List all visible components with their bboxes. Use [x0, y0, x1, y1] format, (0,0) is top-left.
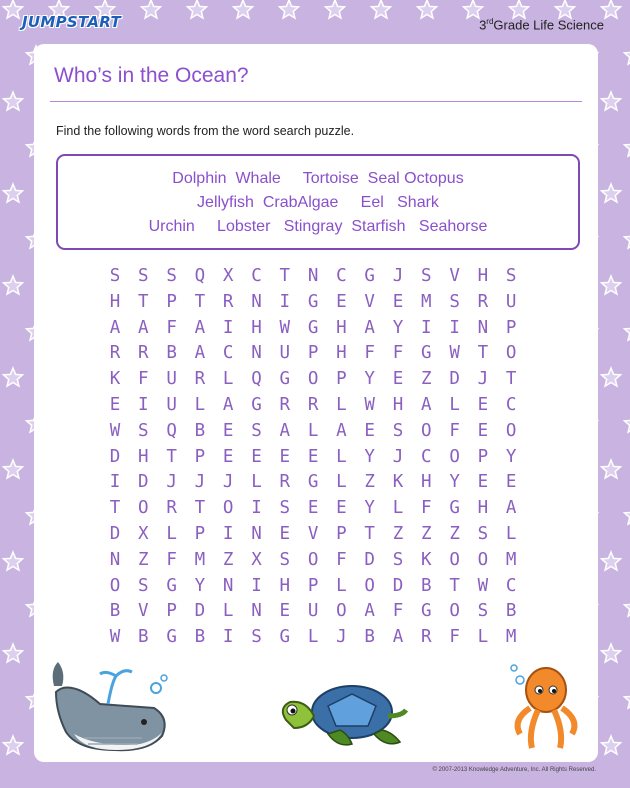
- grid-letter: M: [194, 549, 206, 570]
- background-star: [510, 0, 529, 18]
- grid-letter: E: [364, 420, 375, 441]
- background-star: [625, 46, 630, 64]
- grid-letter: G: [421, 601, 432, 622]
- grid-letter: L: [307, 420, 319, 441]
- grid-letter: L: [166, 524, 177, 544]
- background-star: [4, 276, 23, 294]
- grid-letter: K: [109, 369, 121, 390]
- grid-letter: U: [505, 291, 517, 312]
- grid-letter: L: [477, 627, 489, 648]
- grid-letter: Z: [421, 524, 432, 544]
- grid-letter: L: [505, 524, 517, 544]
- grid-letter: W: [477, 575, 489, 596]
- grid-letter: H: [251, 317, 262, 338]
- grid-letter: L: [194, 395, 206, 415]
- grid-letter: N: [477, 317, 489, 338]
- grid-letter: S: [166, 266, 177, 286]
- background-star: [602, 368, 621, 386]
- grid-letter: S: [421, 266, 432, 286]
- whale-illustration: [44, 652, 174, 756]
- grid-letter: T: [449, 575, 460, 596]
- background-star: [602, 276, 621, 294]
- grid-letter: E: [279, 601, 291, 622]
- grid-letter: O: [307, 369, 319, 390]
- grid-letter: T: [194, 291, 206, 312]
- grid-letter: F: [392, 601, 404, 622]
- grid-letter: S: [279, 549, 291, 570]
- grid-letter: J: [392, 266, 404, 286]
- grid-letter: K: [392, 472, 404, 493]
- grid-letter: L: [336, 446, 347, 467]
- grid-letter: P: [336, 369, 347, 390]
- grid-letter: S: [138, 575, 149, 596]
- background-star: [602, 92, 621, 110]
- octopus-illustration: [506, 660, 586, 760]
- background-star: [4, 368, 23, 386]
- grid-letter: E: [222, 446, 234, 467]
- grid-letter: S: [477, 524, 489, 544]
- grid-letter: F: [421, 498, 432, 519]
- grid-letter: U: [166, 395, 177, 415]
- grid-letter: B: [421, 575, 432, 596]
- grid-letter: T: [279, 266, 291, 286]
- background-star: [625, 138, 630, 156]
- background-star: [602, 736, 621, 754]
- grid-letter: E: [279, 524, 291, 544]
- grid-letter: R: [194, 369, 206, 390]
- grid-letter: G: [421, 343, 432, 364]
- grid-letter: N: [251, 343, 262, 364]
- grid-letter: O: [222, 498, 234, 519]
- grid-letter: H: [336, 317, 347, 338]
- grid-letter: X: [222, 266, 234, 286]
- grid-letter: M: [421, 291, 432, 312]
- grid-letter: O: [477, 549, 489, 570]
- turtle-illustration: [268, 676, 418, 756]
- grid-letter: E: [109, 395, 121, 415]
- background-star: [4, 460, 23, 478]
- grid-letter: N: [307, 266, 319, 286]
- grid-letter: H: [477, 266, 489, 286]
- grid-letter: C: [505, 395, 517, 415]
- background-star: [625, 322, 630, 340]
- grid-letter: P: [166, 601, 177, 622]
- background-star: [4, 0, 23, 18]
- grid-letter: R: [109, 343, 121, 364]
- grid-letter: G: [279, 627, 291, 648]
- grid-letter: R: [222, 291, 234, 312]
- grid-letter: C: [251, 266, 262, 286]
- background-star: [625, 230, 630, 248]
- grid-letter: D: [392, 575, 404, 596]
- grid-letter: F: [166, 317, 177, 338]
- grid-letter: H: [477, 498, 489, 519]
- grid-letter: O: [449, 601, 460, 622]
- grid-letter: H: [279, 575, 291, 596]
- grid-letter: A: [392, 627, 404, 648]
- grid-letter: G: [449, 498, 460, 519]
- grid-letter: I: [222, 317, 234, 338]
- copyright-text: © 2007-2013 Knowledge Adventure, Inc. All Rights Reserved.: [432, 767, 596, 773]
- grid-letter: F: [449, 627, 460, 648]
- grid-letter: R: [166, 498, 177, 519]
- grid-letter: H: [138, 446, 149, 467]
- grid-letter: E: [336, 498, 347, 519]
- grid-letter: W: [109, 627, 121, 648]
- grid-letter: R: [138, 343, 149, 364]
- title-divider: [50, 101, 582, 102]
- grid-letter: E: [505, 472, 517, 493]
- grid-letter: E: [477, 420, 489, 441]
- grid-letter: F: [166, 549, 177, 570]
- grid-letter: Z: [421, 369, 432, 390]
- grid-letter: J: [194, 472, 206, 493]
- background-star: [4, 644, 23, 662]
- grid-letter: Y: [364, 446, 375, 467]
- grid-letter: D: [364, 549, 375, 570]
- grid-letter: O: [109, 575, 121, 596]
- grid-letter: A: [138, 317, 149, 338]
- grid-letter: Y: [194, 575, 206, 596]
- grid-letter: C: [505, 575, 517, 596]
- grid-letter: T: [109, 498, 121, 519]
- background-star: [142, 0, 161, 18]
- grid-letter: A: [279, 420, 291, 441]
- background-star: [234, 0, 253, 18]
- grid-letter: A: [194, 317, 206, 338]
- background-star: [326, 0, 345, 18]
- grid-letter: H: [421, 472, 432, 493]
- grid-letter: F: [392, 343, 404, 364]
- background-star: [602, 460, 621, 478]
- grid-letter: I: [138, 395, 149, 415]
- grid-letter: G: [307, 317, 319, 338]
- grid-letter: Z: [364, 472, 375, 493]
- grid-letter: G: [307, 291, 319, 312]
- grid-letter: E: [307, 498, 319, 519]
- grid-letter: T: [505, 369, 517, 390]
- grid-letter: P: [166, 291, 177, 312]
- background-star: [188, 0, 207, 18]
- grid-letter: F: [364, 343, 375, 364]
- grid-letter: F: [336, 549, 347, 570]
- grid-letter: G: [279, 369, 291, 390]
- grid-letter: B: [364, 627, 375, 648]
- grid-letter: L: [392, 498, 404, 519]
- grid-letter: A: [222, 395, 234, 415]
- grid-letter: G: [166, 575, 177, 596]
- grid-letter: O: [307, 549, 319, 570]
- grid-letter: S: [279, 498, 291, 519]
- grid-letter: A: [364, 601, 375, 622]
- grid-letter: E: [307, 446, 319, 467]
- background-star: [4, 184, 23, 202]
- background-star: [625, 414, 630, 432]
- grid-letter: Z: [222, 549, 234, 570]
- grid-letter: Y: [449, 472, 460, 493]
- background-star: [280, 0, 299, 18]
- grid-letter: O: [364, 575, 375, 596]
- grid-letter: G: [251, 395, 262, 415]
- grid-letter: T: [138, 291, 149, 312]
- background-star: [556, 0, 575, 18]
- grid-letter: G: [364, 266, 375, 286]
- grid-letter: N: [109, 549, 121, 570]
- grid-letter: S: [251, 420, 262, 441]
- grid-letter: G: [307, 472, 319, 493]
- grid-letter: W: [109, 420, 121, 441]
- grid-letter: I: [222, 627, 234, 648]
- grid-letter: K: [421, 549, 432, 570]
- grid-letter: L: [222, 369, 234, 390]
- grid-letter: E: [392, 291, 404, 312]
- grid-letter: C: [421, 446, 432, 467]
- grid-letter: S: [477, 601, 489, 622]
- grid-letter: S: [138, 266, 149, 286]
- grid-letter: S: [392, 420, 404, 441]
- grid-letter: S: [392, 549, 404, 570]
- grid-letter: H: [109, 291, 121, 312]
- grid-letter: N: [222, 575, 234, 596]
- grid-letter: B: [109, 601, 121, 622]
- grid-letter: I: [109, 472, 121, 493]
- grid-letter: L: [251, 472, 262, 493]
- grid-letter: B: [194, 627, 206, 648]
- grid-letter: W: [279, 317, 291, 338]
- grid-letter: S: [449, 291, 460, 312]
- grid-letter: Q: [166, 420, 177, 441]
- grid-letter: E: [477, 395, 489, 415]
- grid-letter: Q: [251, 369, 262, 390]
- grid-letter: B: [194, 420, 206, 441]
- grid-letter: R: [307, 395, 319, 415]
- grid-letter: J: [222, 472, 234, 493]
- background-star: [464, 0, 483, 18]
- logo-text: JUMPSTART: [22, 13, 121, 31]
- grade-label: 3rdGrade Life Science: [479, 17, 604, 33]
- page-title: Who’s in the Ocean?: [54, 64, 249, 87]
- grid-letter: T: [364, 524, 375, 544]
- grid-letter: Z: [449, 524, 460, 544]
- background-star: [602, 552, 621, 570]
- grid-letter: D: [449, 369, 460, 390]
- grid-letter: F: [449, 420, 460, 441]
- grid-letter: E: [222, 420, 234, 441]
- grid-letter: D: [138, 472, 149, 493]
- grid-letter: O: [138, 498, 149, 519]
- grid-letter: O: [449, 446, 460, 467]
- grid-letter: N: [251, 601, 262, 622]
- grid-letter: L: [336, 395, 347, 415]
- grid-letter: H: [336, 343, 347, 364]
- grid-letter: E: [279, 446, 291, 467]
- grid-letter: J: [392, 446, 404, 467]
- background-star: [4, 92, 23, 110]
- grid-letter: R: [279, 472, 291, 493]
- grid-letter: V: [307, 524, 319, 544]
- grid-letter: A: [364, 317, 375, 338]
- grid-letter: L: [449, 395, 460, 415]
- grid-letter: T: [194, 498, 206, 519]
- grid-letter: U: [166, 369, 177, 390]
- grid-letter: Z: [392, 524, 404, 544]
- grid-letter: B: [505, 601, 517, 622]
- grid-letter: L: [336, 575, 347, 596]
- grid-letter: V: [449, 266, 460, 286]
- grid-letter: Y: [364, 498, 375, 519]
- grid-letter: Y: [505, 446, 517, 467]
- background-star: [4, 552, 23, 570]
- grid-letter: J: [166, 472, 177, 493]
- background-star: [4, 736, 23, 754]
- grid-letter: B: [166, 343, 177, 364]
- grid-letter: A: [336, 420, 347, 441]
- grid-letter: V: [364, 291, 375, 312]
- grid-letter: W: [364, 395, 375, 415]
- grid-letter: U: [279, 343, 291, 364]
- grid-letter: O: [505, 343, 517, 364]
- background-star: [602, 0, 621, 18]
- jumpstart-logo: [22, 8, 121, 36]
- grid-letter: L: [222, 601, 234, 622]
- grid-letter: D: [109, 524, 121, 544]
- grid-letter: A: [421, 395, 432, 415]
- grid-letter: W: [449, 343, 460, 364]
- grid-letter: F: [138, 369, 149, 390]
- grid-letter: P: [336, 524, 347, 544]
- grid-letter: E: [477, 472, 489, 493]
- grid-letter: T: [477, 343, 489, 364]
- grid-letter: N: [251, 524, 262, 544]
- background-star: [602, 644, 621, 662]
- grid-letter: N: [251, 291, 262, 312]
- grid-letter: R: [421, 627, 432, 648]
- grid-letter: S: [505, 266, 517, 286]
- grid-letter: I: [251, 498, 262, 519]
- grid-letter: E: [336, 291, 347, 312]
- grid-letter: M: [505, 549, 517, 570]
- grid-letter: R: [279, 395, 291, 415]
- grid-letter: U: [307, 601, 319, 622]
- grid-letter: R: [477, 291, 489, 312]
- grid-letter: J: [477, 369, 489, 390]
- background-star: [418, 0, 437, 18]
- grid-letter: O: [336, 601, 347, 622]
- grid-letter: I: [251, 575, 262, 596]
- background-star: [625, 506, 630, 524]
- grid-letter: I: [279, 291, 291, 312]
- word-list-line-3: Urchin Lobster Stingray Starfish Seahorse: [148, 218, 488, 235]
- grid-letter: P: [194, 524, 206, 544]
- background-star: [625, 690, 630, 708]
- background-star: [372, 0, 391, 18]
- grid-letter: D: [109, 446, 121, 467]
- grid-letter: P: [477, 446, 489, 467]
- grid-letter: J: [336, 627, 347, 648]
- grid-letter: D: [194, 601, 206, 622]
- grid-letter: V: [138, 601, 149, 622]
- grid-letter: A: [505, 498, 517, 519]
- grid-letter: C: [336, 266, 347, 286]
- grid-letter: S: [109, 266, 121, 286]
- grid-letter: X: [138, 524, 149, 544]
- grid-letter: P: [194, 446, 206, 467]
- grid-letter: M: [505, 627, 517, 648]
- grid-letter: I: [421, 317, 432, 338]
- grid-letter: L: [307, 627, 319, 648]
- instruction-text: Find the following words from the word search puzzle.: [56, 124, 355, 138]
- grid-letter: P: [307, 575, 319, 596]
- grid-letter: C: [222, 343, 234, 364]
- grid-letter: A: [194, 343, 206, 364]
- grid-letter: I: [449, 317, 460, 338]
- grid-letter: S: [138, 420, 149, 441]
- grid-letter: G: [166, 627, 177, 648]
- grid-letter: I: [222, 524, 234, 544]
- grid-letter: P: [307, 343, 319, 364]
- grid-letter: Z: [138, 549, 149, 570]
- grid-letter: X: [251, 549, 262, 570]
- grid-letter: Y: [392, 317, 404, 338]
- grid-letter: P: [505, 317, 517, 338]
- grid-letter: O: [449, 549, 460, 570]
- grid-letter: E: [392, 369, 404, 390]
- word-list-line-1: Dolphin Whale Tortoise Seal Octopus: [172, 170, 464, 187]
- grid-letter: B: [138, 627, 149, 648]
- grid-letter: H: [392, 395, 404, 415]
- word-list-line-2: Jellyfish CrabAlgae Eel Shark: [197, 194, 439, 211]
- grid-letter: O: [421, 420, 432, 441]
- grid-letter: Q: [194, 266, 206, 286]
- background-star: [602, 184, 621, 202]
- grid-letter: O: [505, 420, 517, 441]
- grid-letter: Y: [364, 369, 375, 390]
- grid-letter: S: [251, 627, 262, 648]
- grid-letter: L: [336, 472, 347, 493]
- grid-letter: A: [109, 317, 121, 338]
- background-star: [625, 598, 630, 616]
- grid-letter: T: [166, 446, 177, 467]
- word-list-box: [56, 154, 580, 250]
- grid-letter: E: [251, 446, 262, 467]
